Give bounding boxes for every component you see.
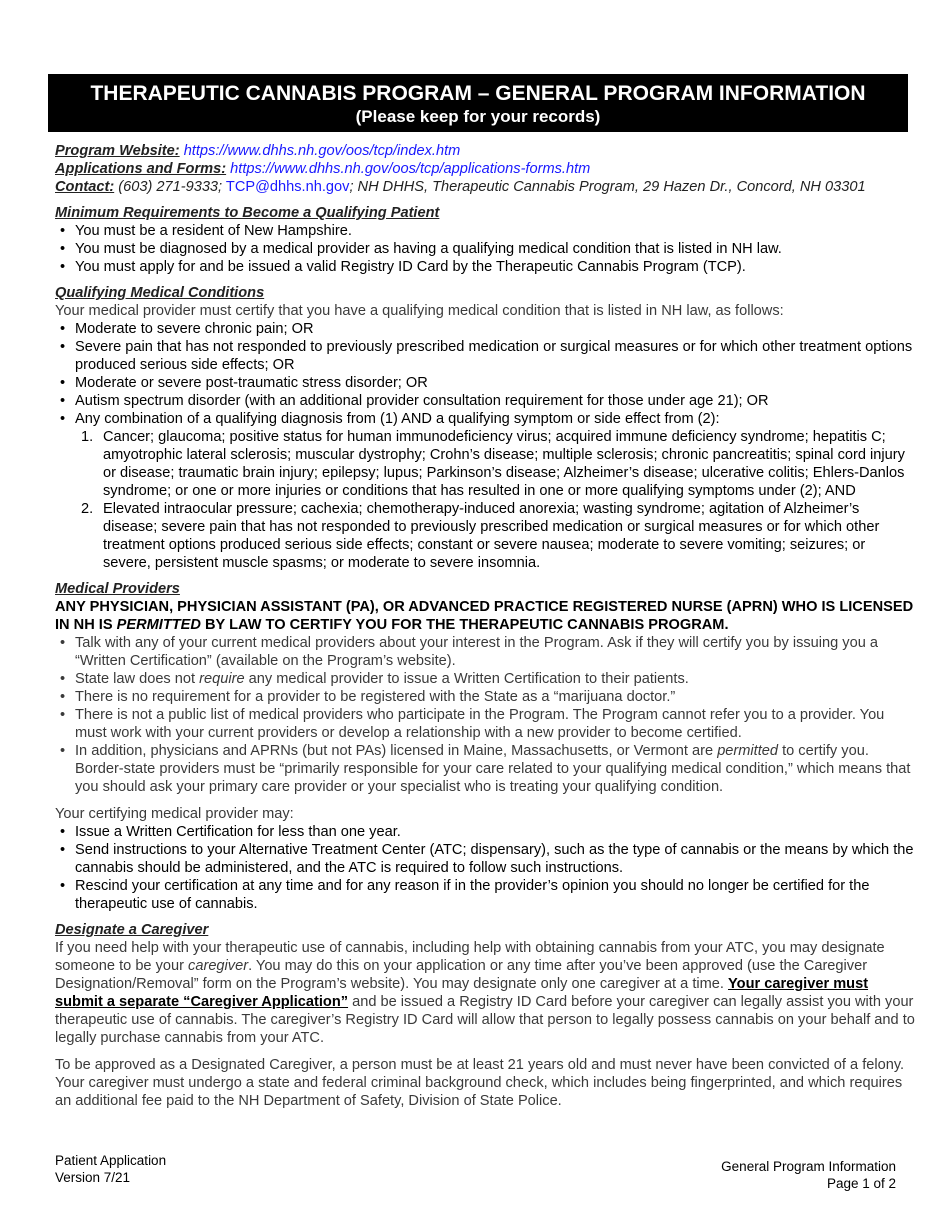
list-item — [55, 670, 915, 688]
list-item: • Talk with any of your current medical providers about your interest in the Program. Ask if they will certify you by issuing you a “Written Certification” (available on the Program’s website). — [55, 634, 915, 670]
footer-right — [721, 1158, 896, 1192]
footer-form-name: Patient Application — [55, 1153, 167, 1168]
numbered-item — [55, 428, 915, 500]
forms-link[interactable]: https://www.dhhs.nh.gov/oos/tcp/applications-forms.htm — [230, 161, 591, 177]
list-item: • You must be a resident of New Hampshire. — [55, 222, 915, 240]
caregiver-paragraph-1 — [55, 939, 915, 1047]
list-item — [55, 742, 915, 796]
providers-list — [55, 634, 915, 796]
caregiver-heading: Designate a Caregiver — [55, 922, 209, 938]
item-text: any medical provider to issue a Written Certification to their patients. — [244, 671, 689, 687]
contact-phone: (603) 271-9333; — [118, 179, 223, 195]
footer-section-name: General Program Information — [721, 1159, 896, 1174]
paragraph-text: If you need help with your therapeutic use of cannabis, including help with obtaining cannabis from your ATC, you may designate someone to be your — [55, 940, 885, 974]
document-body — [55, 142, 915, 1110]
item-text: In addition, physicians and APRNs (but not PAs) licensed in Maine, Massachusetts, or Vermont are — [75, 743, 718, 759]
paragraph-text: . You may do this on your application or any time after you’ve been approved (use the Caregiver Designation/Removal” form on the Program’s website). You may designate only one caregiver at a time. — [55, 958, 868, 992]
contact-line — [55, 178, 915, 196]
list-item: • There is not a public list of medical providers who participate in the Program. The Program cannot refer you to a provider. You must work with your current providers or develop a relationship with a new provider to become certified. — [55, 706, 915, 742]
list-item: • Severe pain that has not responded to previously prescribed medication or surgical measures or for which other treatment options produced serious side effects; OR — [55, 338, 915, 374]
title-banner — [48, 74, 908, 132]
list-item: • Rescind your certification at any time and for any reason if in the provider’s opinion you should no longer be certified for the therapeutic use of cannabis. — [55, 877, 915, 913]
item-number: 2. — [81, 501, 94, 517]
min-requirements-heading: Minimum Requirements to Become a Qualifying Patient — [55, 205, 440, 221]
numbered-item — [55, 500, 915, 572]
item-text: Elevated intraocular pressure; cachexia; chemotherapy-induced anorexia; wasting syndrome; agitation of Alzheimer’s disease; severe pain that has not responded to previously prescribed medication or surgical measures or for which other treatment options produced serious side effects; constant or severe nausea; moderate to severe vomiting; seizures; or severe, persistent muscle spasms; or moderate to severe insomnia. — [103, 501, 880, 571]
list-item: • There is no requirement for a provider to be registered with the State as a “marijuana doctor.” — [55, 688, 915, 706]
conditions-sublist — [55, 428, 915, 572]
website-label: Program Website: — [55, 143, 180, 159]
item-text: Cancer; glaucoma; positive status for human immunodeficiency virus; acquired immune deficiency syndrome; hepatitis C; amyotrophic lateral sclerosis; muscular dystrophy; Crohn’s disease; multiple sclerosis; chronic pancreatitis; spinal cord injury or disease; traumatic brain injury; epilepsy; lupus; Parkinson’s disease; Alzheimer’s disease; ulcerative colitis; Ehlers-Danlos syndrome; or one or more injuries or conditions that has resulted in one or more qualifying symptoms under (2); AND — [103, 429, 905, 499]
providers-notice — [55, 598, 915, 634]
item-text: State law does not — [75, 671, 200, 687]
forms-line — [55, 160, 915, 178]
footer-page-number: Page 1 of 2 — [826, 1176, 896, 1191]
document-subtitle: (Please keep for your records) — [355, 107, 601, 126]
document-title: THERAPEUTIC CANNABIS PROGRAM – GENERAL PROGRAM INFORMATION — [90, 82, 866, 105]
item-text: to certify you. Border-state providers must be “primarily responsible for your care related to your qualifying medical condition,” which means that you should ask your primary care provider or your specialist who is treating your qualifying condition. — [75, 743, 911, 795]
item-number: 1. — [81, 429, 94, 445]
list-item: • Moderate to severe chronic pain; OR — [55, 320, 915, 338]
notice-text: BY LAW TO CERTIFY YOU FOR THE THERAPEUTIC CANNABIS PROGRAM. — [200, 617, 729, 633]
conditions-list — [55, 320, 915, 428]
item-emphasis: permitted — [717, 743, 779, 759]
list-item: • Issue a Written Certification for less than one year. — [55, 823, 915, 841]
list-item: • Moderate or severe post-traumatic stress disorder; OR — [55, 374, 915, 392]
footer-left — [55, 1152, 166, 1186]
conditions-intro: Your medical provider must certify that you have a qualifying medical condition that is listed in NH law, as follows: — [55, 303, 784, 319]
notice-text: ANY PHYSICIAN, PHYSICIAN ASSISTANT (PA), OR ADVANCED PRACTICE REGISTERED NURSE (APRN) WHO IS LICENSED IN NH IS — [55, 599, 914, 633]
list-item: • You must apply for and be issued a valid Registry ID Card by the Therapeutic Cannabis Program (TCP). — [55, 258, 915, 276]
paragraph-emphasis: caregiver — [188, 958, 249, 974]
contact-address: ; NH DHHS, Therapeutic Cannabis Program, 29 Hazen Dr., Concord, NH 03301 — [349, 179, 866, 195]
forms-label: Applications and Forms: — [55, 161, 227, 177]
contact-label: Contact: — [55, 179, 115, 195]
paragraph-strong: Your caregiver must submit a separate “Caregiver Application” — [55, 976, 869, 1010]
caregiver-paragraph-2: To be approved as a Designated Caregiver, a person must be at least 21 years old and must never have been convicted of a felony. Your caregiver must undergo a state and federal criminal background check, which includes being fingerprinted, and which requires an additional fee paid to the NH Department of Safety, Division of State Police. — [55, 1057, 905, 1109]
conditions-heading: Qualifying Medical Conditions — [55, 285, 265, 301]
providers-heading: Medical Providers — [55, 581, 180, 597]
provider-may-list — [55, 823, 915, 913]
footer-version: Version 7/21 — [55, 1170, 131, 1185]
contact-email-link[interactable]: TCP@dhhs.nh.gov — [225, 179, 350, 195]
list-item: • Send instructions to your Alternative Treatment Center (ATC; dispensary), such as the type of cannabis or the means by which the cannabis should be administered, and the ATC is required to follow such instructions. — [55, 841, 915, 877]
list-item: • You must be diagnosed by a medical provider as having a qualifying medical condition that is listed in NH law. — [55, 240, 915, 258]
notice-emphasis: PERMITTED — [116, 617, 201, 633]
provider-may-intro: Your certifying medical provider may: — [55, 806, 294, 822]
list-item: • Autism spectrum disorder (with an additional provider consultation requirement for those under age 21); OR — [55, 392, 915, 410]
paragraph-text: and be issued a Registry ID Card before your caregiver can legally assist you with your therapeutic use of cannabis. The caregiver’s Registry ID Card will allow that person to legally possess cannabis on your behalf and to legally purchase cannabis from your ATC. — [55, 994, 915, 1046]
website-line — [55, 142, 915, 160]
list-item: • Any combination of a qualifying diagnosis from (1) AND a qualifying symptom or side effect from (2): — [55, 410, 915, 428]
item-emphasis: require — [199, 671, 245, 687]
website-link[interactable]: https://www.dhhs.nh.gov/oos/tcp/index.htm — [183, 143, 461, 159]
min-requirements-list — [55, 222, 915, 276]
